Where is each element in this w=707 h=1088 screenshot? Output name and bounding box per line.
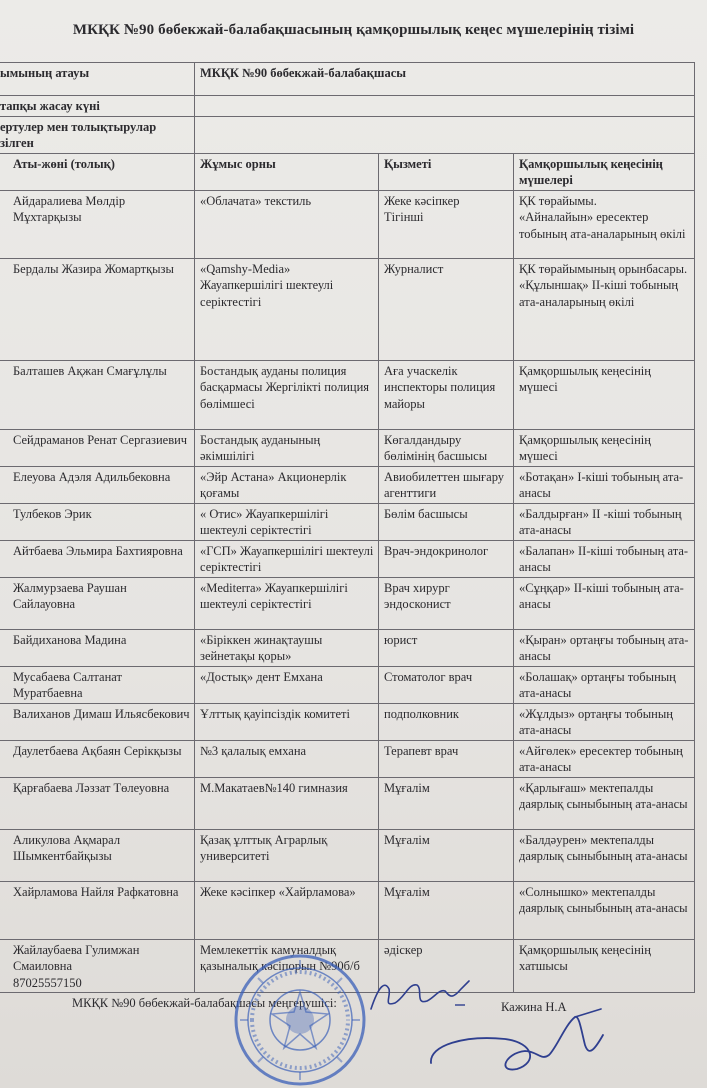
member-name: Мусабаева Салтанат Муратбаевна <box>0 666 195 703</box>
table-row <box>0 629 695 666</box>
member-name: Хайрламова Найля Рафкатовна <box>0 881 195 939</box>
info-value <box>195 116 695 153</box>
table-row <box>0 666 695 703</box>
table-row <box>0 829 695 881</box>
member-role: «Балапан» ІІ-кіші тобының ата-анасы <box>514 540 695 577</box>
member-position: Терапевт врач <box>379 740 514 777</box>
member-role: ҚК төрайымының орынбасары. «Құлыншақ» ІІ-кіші тобының ата-аналарының өкілі <box>514 258 695 360</box>
info-row-changes <box>0 116 695 153</box>
table-row <box>0 503 695 540</box>
member-name: Аликулова Ақмарал Шымкентбайқызы <box>0 829 195 881</box>
member-name: Байдиханова Мадина <box>0 629 195 666</box>
table-row <box>0 466 695 503</box>
table-row <box>0 429 695 466</box>
member-position: Врач-эндокринолог <box>379 540 514 577</box>
member-work: Бостандық ауданы полиция басқармасы Жергілікті полиция бөлімшесі <box>195 360 379 429</box>
table-row <box>0 881 695 939</box>
member-work: Қазақ ұлттық Аграрлық университеті <box>195 829 379 881</box>
member-role: Қамқоршылық кеңесінің мүшесі <box>514 429 695 466</box>
member-role: Қамқоршылық кеңесінің мүшесі <box>514 360 695 429</box>
member-name: Балташев Ақжан Смағұлұлы <box>0 360 195 429</box>
member-work: «Mediterra» Жауапкершілігі шектеулі серіктестігі <box>195 577 379 629</box>
member-role: Қамқоршылық кеңесінің хатшысы <box>514 939 695 993</box>
info-value <box>195 96 695 117</box>
member-work: Ұлттық қауіпсіздік комитеті <box>195 703 379 740</box>
member-work: «Эйр Астана» Акционерлік қоғамы <box>195 466 379 503</box>
member-position: Авиобилеттен шығару агенттиги <box>379 466 514 503</box>
table-row <box>0 577 695 629</box>
member-work: «ГСП» Жауапкершілігі шектеулі серіктестігі <box>195 540 379 577</box>
table-row <box>0 258 695 360</box>
table-row <box>0 703 695 740</box>
member-role: «Қыран» ортаңғы тобының ата-анасы <box>514 629 695 666</box>
table-header-row <box>0 153 695 190</box>
member-name: Қарғабаева Ләззат Төлеуовна <box>0 777 195 829</box>
member-position: Жеке кәсіпкер Тігінші <box>379 190 514 258</box>
member-position: подполковник <box>379 703 514 740</box>
info-label: тапқы жасау күні <box>0 96 195 117</box>
member-role: «Ботақан» І-кіші тобының ата-анасы <box>514 466 695 503</box>
member-work: Бостандық ауданының әкімшілігі <box>195 429 379 466</box>
member-position: Көгалдандыру бөлімінің басшысы <box>379 429 514 466</box>
member-position: әдіскер <box>379 939 514 993</box>
header-name: Аты-жөні (толық) <box>0 153 195 190</box>
member-name: Даулетбаева Ақбаян Серікқызы <box>0 740 195 777</box>
info-value: МКҚК №90 бөбекжай-балабақшасы <box>195 63 695 96</box>
info-row-created-date <box>0 96 695 117</box>
member-work: Мемлекеттік камуналдық қазыналық кәсіпорын №90б/б <box>195 939 379 993</box>
member-role: «Балдырған» ІІ -кіші тобының ата-анасы <box>514 503 695 540</box>
member-position: Бөлім басшысы <box>379 503 514 540</box>
member-role: «Сұңқар» ІІ-кіші тобының ата-анасы <box>514 577 695 629</box>
footer-director-label: МКҚК №90 бөбекжай-балабақшасы меңгерушісі: <box>72 996 337 1010</box>
member-role: «Жұлдыз» ортаңғы тобының ата-анасы <box>514 703 695 740</box>
member-name: Жайлаубаева Гулимжан Смаиловна 87025557150 <box>0 939 195 993</box>
member-name: Валиханов Димаш Ильясбекович <box>0 703 195 740</box>
member-name: Елеуова Адэля Адильбековна <box>0 466 195 503</box>
member-role: «Балдәурен» мектепалды даярлық сыныбының ата-анасы <box>514 829 695 881</box>
official-stamp <box>232 952 368 1088</box>
member-work: М.Макатаев№140 гимназия <box>195 777 379 829</box>
header-position: Қызметі <box>379 153 514 190</box>
member-role: «Болашақ» ортаңғы тобының ата-анасы <box>514 666 695 703</box>
member-role: «Айгөлек» ересектер тобының ата-анасы <box>514 740 695 777</box>
member-name: Бердалы Жазира Жомартқызы <box>0 258 195 360</box>
member-name: Айтбаева Эльмира Бахтияровна <box>0 540 195 577</box>
member-role: ҚК төрайымы. «Айналайын» ересектер тобының ата-аналарының өкілі <box>514 190 695 258</box>
member-name: Жалмурзаева Раушан Сайлауовна <box>0 577 195 629</box>
director-signature <box>425 1005 625 1085</box>
document-title: МКҚК №90 бөбекжай-балабақшасының қамқоршылық кеңес мүшелерінің тізімі <box>72 22 635 38</box>
member-name: Сейдраманов Ренат Сергазиевич <box>0 429 195 466</box>
member-role: «Қарлығаш» мектепалды даярлық сыныбының ата-анасы <box>514 777 695 829</box>
member-position: Мұғалім <box>379 881 514 939</box>
members-table <box>0 62 695 993</box>
footer-director-name: Кажина Н.А <box>501 1000 567 1014</box>
member-position: юрист <box>379 629 514 666</box>
member-position: Стоматолог врач <box>379 666 514 703</box>
member-position: Врач хирург эндосконист <box>379 577 514 629</box>
info-row-organization <box>0 63 695 96</box>
member-work: «Облачата» текстиль <box>195 190 379 258</box>
header-work: Жұмыс орны <box>195 153 379 190</box>
member-name: Тулбеков Эрик <box>0 503 195 540</box>
member-position: Журналист <box>379 258 514 360</box>
member-work: №3 қалалық емхана <box>195 740 379 777</box>
member-work: «Достық» дент Емхана <box>195 666 379 703</box>
info-label: ымының атауы <box>0 63 195 96</box>
member-position: Мұғалім <box>379 829 514 881</box>
member-position: Мұғалім <box>379 777 514 829</box>
table-row <box>0 540 695 577</box>
member-position: Аға учаскелік инспекторы полиция майоры <box>379 360 514 429</box>
table-row <box>0 360 695 429</box>
table-row <box>0 777 695 829</box>
table-row <box>0 740 695 777</box>
header-role: Қамқоршылық кеңесінің мүшелері <box>514 153 695 190</box>
table-row <box>0 190 695 258</box>
member-work: «Qamshy-Media» Жауапкершілігі шектеулі серіктестігі <box>195 258 379 360</box>
member-name: Айдаралиева Мөлдір Мұхтарқызы <box>0 190 195 258</box>
member-work: Жеке кәсіпкер «Хайрламова» <box>195 881 379 939</box>
member-work: « Отис» Жауапкершілігі шектеулі серіктестігі <box>195 503 379 540</box>
member-role: «Солнышко» мектепалды даярлық сыныбының ата-анасы <box>514 881 695 939</box>
info-label: ертулер мен толықтырулар зілген <box>0 116 195 153</box>
member-work: «Біріккен жинақтаушы зейнетақы қоры» <box>195 629 379 666</box>
